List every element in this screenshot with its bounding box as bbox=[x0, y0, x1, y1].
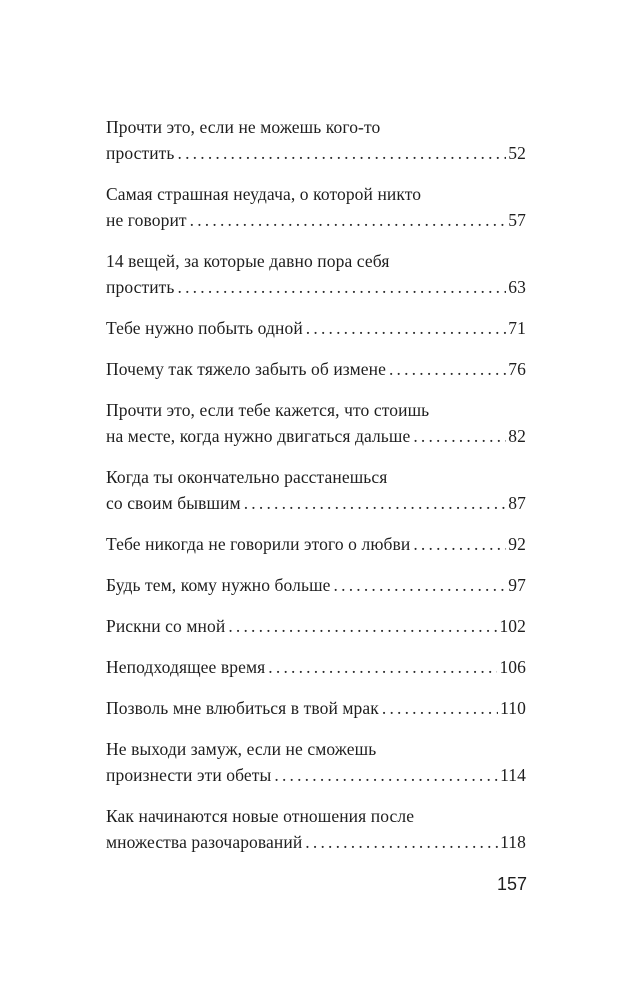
toc-entry-3 bbox=[106, 248, 526, 300]
toc-entry-title-end: простить bbox=[106, 143, 175, 163]
page-number: 157 bbox=[496, 874, 527, 894]
toc-entry-11 bbox=[106, 654, 526, 680]
toc-entry-14 bbox=[106, 803, 526, 855]
toc-entry-12 bbox=[106, 695, 526, 721]
toc-entry-page: 87 bbox=[508, 493, 526, 513]
toc-entry-page: 76 bbox=[508, 359, 526, 379]
toc-entry-title-end: со своим бывшим bbox=[106, 493, 241, 513]
toc-entry-title-line: Самая страшная неудача, о которой никто bbox=[106, 184, 422, 204]
toc-entry-title-line: Когда ты окончательно расстанешься bbox=[106, 467, 388, 487]
toc-entry-title-end: Рискни со мной bbox=[106, 616, 226, 636]
toc-entry-title-line: Прочти это, если не можешь кого-то bbox=[106, 117, 381, 137]
toc-entry-page: 110 bbox=[500, 698, 526, 718]
toc-entry-page: 118 bbox=[500, 832, 526, 852]
toc-entry-page: 63 bbox=[508, 277, 526, 297]
dot-leader bbox=[228, 613, 497, 639]
table-of-contents bbox=[106, 114, 526, 870]
toc-entry-title-line: Прочти это, если тебе кажется, что стоишь bbox=[106, 400, 430, 420]
toc-entry-title-line: Не выходи замуж, если не сможешь bbox=[106, 739, 377, 759]
toc-entry-title-end: Почему так тяжело забыть об измене bbox=[106, 359, 386, 379]
toc-entry-title-end: Тебе никогда не говорили этого о любви bbox=[106, 534, 411, 554]
toc-entry-title-end: Тебе нужно побыть одной bbox=[106, 318, 303, 338]
dot-leader bbox=[306, 315, 507, 341]
dot-leader bbox=[190, 207, 507, 233]
toc-entry-page: 71 bbox=[508, 318, 526, 338]
toc-entry-page: 57 bbox=[508, 210, 526, 230]
toc-entry-title-end: Позволь мне влюбиться в твой мрак bbox=[106, 698, 379, 718]
toc-entry-page: 102 bbox=[499, 616, 526, 636]
dot-leader bbox=[244, 490, 507, 516]
dot-leader bbox=[268, 654, 497, 680]
toc-entry-13 bbox=[106, 736, 526, 788]
toc-entry-4 bbox=[106, 315, 526, 341]
toc-entry-title-end: на месте, когда нужно двигаться дальше bbox=[106, 426, 411, 446]
dot-leader bbox=[413, 531, 506, 557]
toc-entry-title-end: не говорит bbox=[106, 210, 187, 230]
toc-entry-10 bbox=[106, 613, 526, 639]
toc-entry-title-end: Будь тем, кому нужно больше bbox=[106, 575, 331, 595]
toc-entry-title-end: произнести эти обеты bbox=[106, 765, 272, 785]
toc-entry-9 bbox=[106, 572, 526, 598]
toc-entry-5 bbox=[106, 356, 526, 382]
toc-entry-title-end: простить bbox=[106, 277, 175, 297]
toc-entry-page: 82 bbox=[508, 426, 526, 446]
dot-leader bbox=[382, 695, 498, 721]
dot-leader bbox=[274, 762, 498, 788]
toc-entry-title-end: Неподходящее время bbox=[106, 657, 266, 677]
toc-entry-title-end: множества разочарований bbox=[106, 832, 303, 852]
toc-entry-title-line: Как начинаются новые отношения после bbox=[106, 806, 415, 826]
dot-leader bbox=[389, 356, 506, 382]
toc-entry-8 bbox=[106, 531, 526, 557]
toc-entry-page: 106 bbox=[499, 657, 526, 677]
dot-leader bbox=[334, 572, 507, 598]
toc-entry-7 bbox=[106, 464, 526, 516]
toc-entry-1 bbox=[106, 114, 526, 166]
toc-entry-title-line: 14 вещей, за которые давно пора себя bbox=[106, 251, 390, 271]
dot-leader bbox=[305, 829, 498, 855]
toc-entry-page: 114 bbox=[500, 765, 526, 785]
toc-entry-page: 52 bbox=[508, 143, 526, 163]
dot-leader bbox=[178, 140, 507, 166]
dot-leader bbox=[413, 423, 506, 449]
toc-entry-6 bbox=[106, 397, 526, 449]
toc-entry-page: 92 bbox=[508, 534, 526, 554]
dot-leader bbox=[178, 274, 507, 300]
toc-entry-page: 97 bbox=[508, 575, 526, 595]
toc-entry-2 bbox=[106, 181, 526, 233]
